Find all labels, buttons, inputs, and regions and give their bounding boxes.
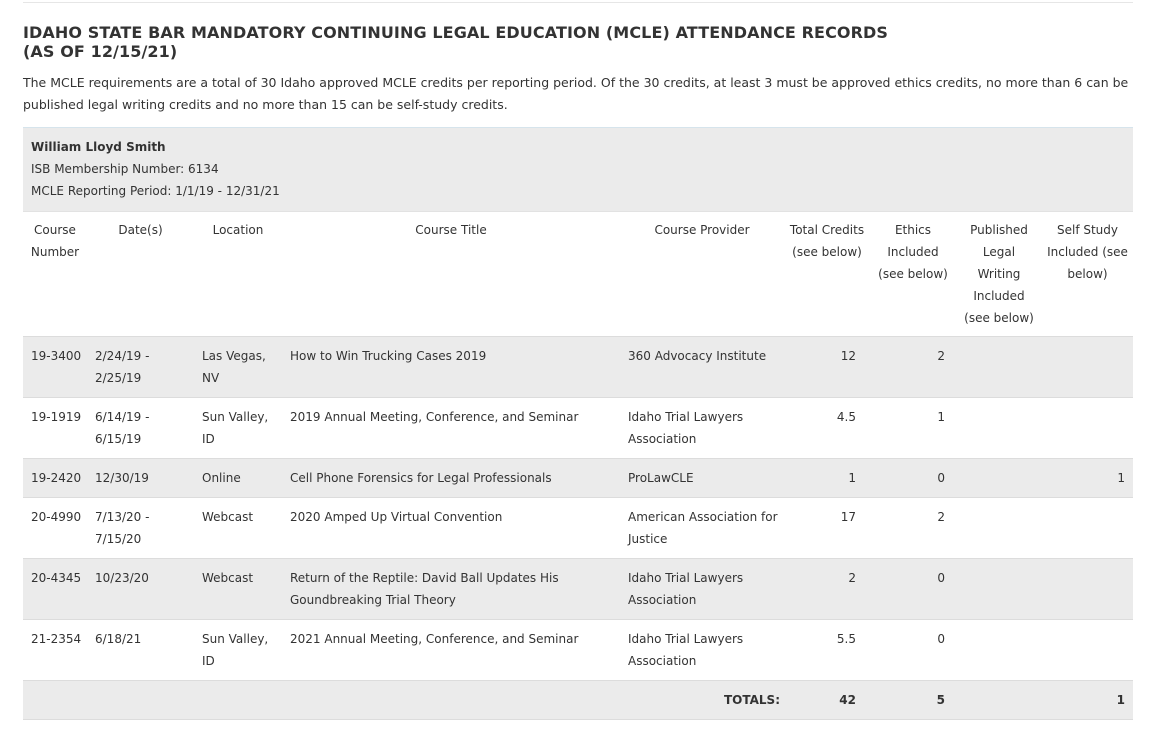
- published-cell: [956, 459, 1042, 498]
- total-credits-cell: 12: [784, 337, 870, 398]
- course-title-cell: 2020 Amped Up Virtual Convention: [282, 498, 620, 559]
- ethics-cell: 1: [870, 398, 956, 459]
- course-number-cell: 21-2354: [23, 620, 87, 681]
- ethics-cell: 2: [870, 337, 956, 398]
- published-cell: [956, 398, 1042, 459]
- location-cell: Online: [194, 459, 282, 498]
- dates-cell: 2/24/19 - 2/25/19: [87, 337, 194, 398]
- header-published-legal-writing: Published Legal Writing Included (see below): [956, 212, 1042, 337]
- published-cell: [956, 559, 1042, 620]
- total-credits-cell: 1: [784, 459, 870, 498]
- totals-ethics: 5: [870, 681, 956, 720]
- course-title-cell: 2019 Annual Meeting, Conference, and Seminar: [282, 398, 620, 459]
- published-cell: [956, 620, 1042, 681]
- dates-cell: 6/14/19 - 6/15/19: [87, 398, 194, 459]
- course-provider-cell: Idaho Trial Lawyers Association: [620, 620, 784, 681]
- totals-label: TOTALS:: [23, 681, 784, 720]
- location-cell: Las Vegas, NV: [194, 337, 282, 398]
- header-location: Location: [194, 212, 282, 337]
- header-dates: Date(s): [87, 212, 194, 337]
- dates-cell: 12/30/19: [87, 459, 194, 498]
- ethics-cell: 0: [870, 459, 956, 498]
- table-row: [23, 559, 1133, 620]
- course-number-cell: 20-4990: [23, 498, 87, 559]
- header-course-title: Course Title: [282, 212, 620, 337]
- self-study-cell: [1042, 337, 1133, 398]
- total-credits-cell: 4.5: [784, 398, 870, 459]
- course-number-cell: 19-2420: [23, 459, 87, 498]
- header-course-provider: Course Provider: [620, 212, 784, 337]
- table-row: [23, 398, 1133, 459]
- member-name: William Lloyd Smith: [31, 140, 166, 154]
- totals-row: [23, 681, 1133, 720]
- self-study-cell: [1042, 498, 1133, 559]
- isb-membership-number: ISB Membership Number: 6134: [31, 162, 219, 176]
- table-row: [23, 459, 1133, 498]
- requirements-intro: The MCLE requirements are a total of 30 Idaho approved MCLE credits per reporting period. Of the 30 credits, at least 3 must be approved ethics credits, no more than 6 can be published legal writing credits and no more than 15 can be self-study credits.: [23, 75, 1129, 112]
- course-title-cell: How to Win Trucking Cases 2019: [282, 337, 620, 398]
- header-total-credits: Total Credits (see below): [784, 212, 870, 337]
- page-title-line2: (AS OF 12/15/21): [23, 42, 178, 61]
- totals-published: [956, 681, 1042, 720]
- ethics-cell: 0: [870, 559, 956, 620]
- location-cell: Webcast: [194, 559, 282, 620]
- course-number-cell: 20-4345: [23, 559, 87, 620]
- published-cell: [956, 498, 1042, 559]
- course-provider-cell: 360 Advocacy Institute: [620, 337, 784, 398]
- totals-total-credits: 42: [784, 681, 870, 720]
- course-provider-cell: Idaho Trial Lawyers Association: [620, 398, 784, 459]
- member-info-panel: [23, 127, 1133, 211]
- location-cell: Sun Valley, ID: [194, 398, 282, 459]
- course-number-cell: 19-3400: [23, 337, 87, 398]
- course-title-cell: Return of the Reptile: David Ball Updates His Goundbreaking Trial Theory: [282, 559, 620, 620]
- course-title-cell: Cell Phone Forensics for Legal Professionals: [282, 459, 620, 498]
- self-study-cell: [1042, 620, 1133, 681]
- ethics-cell: 0: [870, 620, 956, 681]
- page-title: [23, 23, 1133, 61]
- course-number-cell: 19-1919: [23, 398, 87, 459]
- header-course-number: Course Number: [23, 212, 87, 337]
- dates-cell: 10/23/20: [87, 559, 194, 620]
- table-row: [23, 620, 1133, 681]
- self-study-cell: [1042, 398, 1133, 459]
- course-provider-cell: Idaho Trial Lawyers Association: [620, 559, 784, 620]
- dates-cell: 7/13/20 - 7/15/20: [87, 498, 194, 559]
- table-header-row: [23, 212, 1133, 337]
- header-ethics-included: Ethics Included (see below): [870, 212, 956, 337]
- published-cell: [956, 337, 1042, 398]
- reporting-period: MCLE Reporting Period: 1/1/19 - 12/31/21: [31, 184, 280, 198]
- course-provider-cell: ProLawCLE: [620, 459, 784, 498]
- total-credits-cell: 2: [784, 559, 870, 620]
- course-title-cell: 2021 Annual Meeting, Conference, and Seminar: [282, 620, 620, 681]
- attendance-table: [23, 211, 1133, 720]
- location-cell: Sun Valley, ID: [194, 620, 282, 681]
- self-study-cell: 1: [1042, 459, 1133, 498]
- header-self-study: Self Study Included (see below): [1042, 212, 1133, 337]
- course-provider-cell: American Association for Justice: [620, 498, 784, 559]
- total-credits-cell: 5.5: [784, 620, 870, 681]
- dates-cell: 6/18/21: [87, 620, 194, 681]
- ethics-cell: 2: [870, 498, 956, 559]
- self-study-cell: [1042, 559, 1133, 620]
- top-divider: [23, 2, 1133, 3]
- total-credits-cell: 17: [784, 498, 870, 559]
- table-row: [23, 498, 1133, 559]
- page-title-line1: IDAHO STATE BAR MANDATORY CONTINUING LEGAL EDUCATION (MCLE) ATTENDANCE RECORDS: [23, 23, 889, 42]
- table-row: [23, 337, 1133, 398]
- location-cell: Webcast: [194, 498, 282, 559]
- totals-self-study: 1: [1042, 681, 1133, 720]
